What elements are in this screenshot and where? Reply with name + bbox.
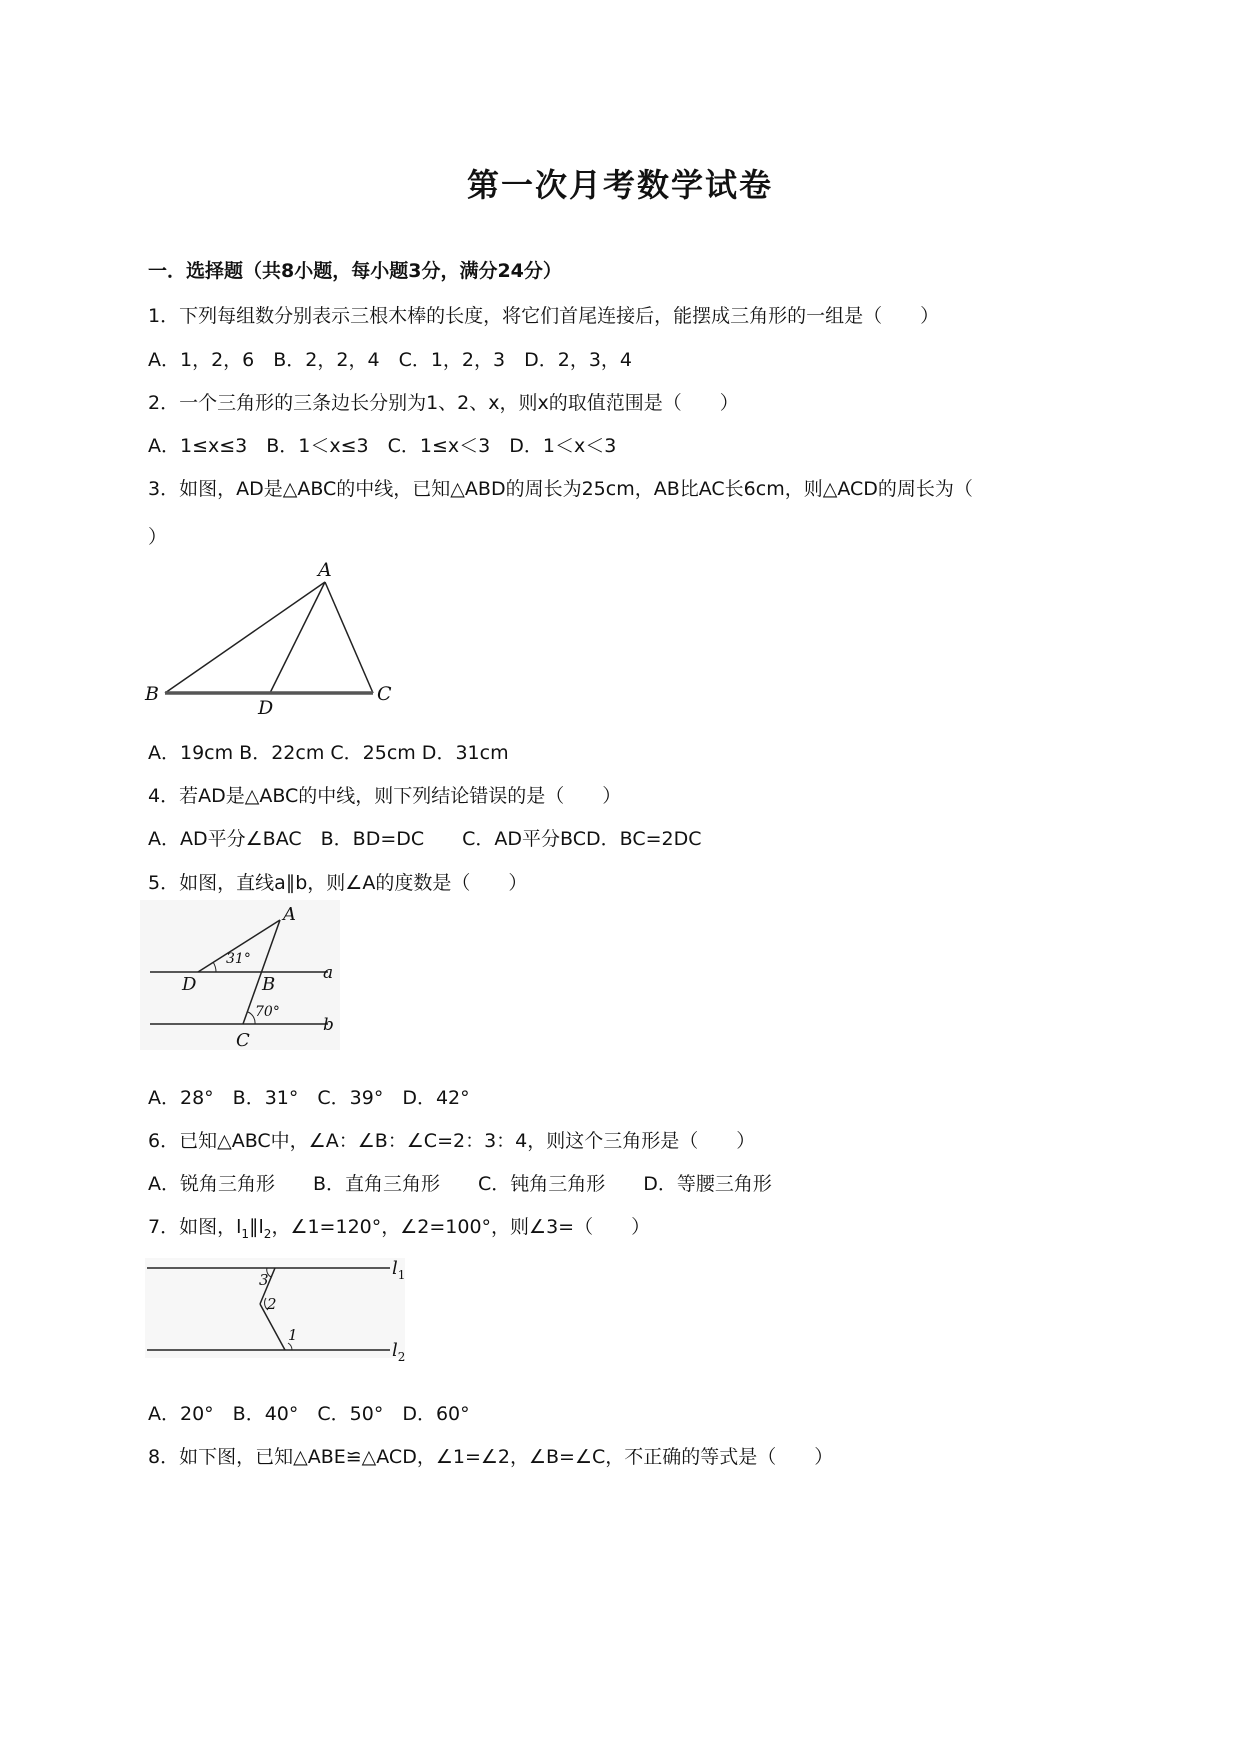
question-3-figure — [140, 560, 400, 720]
question-2-options: A．1≤x≤3 B．1＜x≤3 C．1≤x＜3 D．1＜x＜3 — [148, 435, 617, 457]
question-6-stem: 6．已知△ABC中，∠A：∠B：∠C=2：3：4，则这个三角形是（ ） — [148, 1130, 756, 1152]
question-5-stem: 5．如图，直线a∥b，则∠A的度数是（ ） — [148, 872, 528, 894]
question-1-stem: 1．下列每组数分别表示三根木棒的长度，将它们首尾连接后，能摆成三角形的一组是（ ） — [148, 305, 940, 327]
label-a-point: A — [283, 904, 296, 925]
triangle-side-ba — [165, 582, 325, 693]
question-4-options: A．AD平分∠BAC B．BD=DC C．AD平分BCD．BC=2DC — [148, 828, 702, 850]
label-l2: $l_2$ — [392, 1340, 406, 1364]
question-7-options: A．20° B．40° C．50° D．60° — [148, 1403, 470, 1425]
question-8-stem: 8．如下图，已知△ABE≌△ACD，∠1=∠2，∠B=∠C，不正确的等式是（ ） — [148, 1446, 834, 1468]
median-ad — [270, 582, 325, 693]
angle-31: 31° — [226, 951, 251, 967]
label-angle-3: 3 — [259, 1271, 269, 1289]
triangle-side-ac — [325, 582, 373, 693]
question-2-stem: 2．一个三角形的三条边长分别为1、2、x，则x的取值范围是（ ） — [148, 392, 739, 414]
label-c: C — [377, 683, 392, 705]
question-3-stem-continued: ） — [148, 526, 168, 548]
angle-70: 70° — [255, 1004, 280, 1020]
question-6-options: A．锐角三角形 B．直角三角形 C．钝角三角形 D．等腰三角形 — [148, 1173, 772, 1195]
page-title: 第一次月考数学试卷 — [466, 166, 773, 204]
label-d-point: D — [182, 974, 197, 995]
label-line-b: b — [323, 1015, 334, 1035]
label-b-point: B — [262, 974, 276, 995]
question-1-options: A．1，2，6 B．2，2，4 C．1，2，3 D．2，3，4 — [148, 349, 632, 371]
question-5-figure — [140, 900, 340, 1050]
label-b: B — [145, 683, 159, 705]
question-7-stem: 7．如图，$l_1\parallel l_2$，∠1=120°，∠2=100°，则∠3=（ ） — [148, 1216, 651, 1241]
question-3-options: A．19cm B．22cm C．25cm D．31cm — [148, 742, 509, 764]
label-d: D — [258, 697, 274, 719]
question-7-figure — [140, 1250, 420, 1370]
label-l1: $l_1$ — [392, 1258, 406, 1282]
question-3-stem: 3．如图，AD是△ABC的中线，已知△ABD的周长为25cm，AB比AC长6cm，则△ACD的周长为（ — [148, 478, 973, 500]
label-line-a: a — [323, 963, 334, 983]
label-c-point: C — [236, 1030, 250, 1050]
section-heading: 一．选择题（共8小题，每小题3分，满分24分） — [148, 260, 562, 282]
label-angle-2: 2 — [267, 1295, 277, 1313]
question-4-stem: 4．若AD是△ABC的中线，则下列结论错误的是（ ） — [148, 785, 622, 807]
label-a: A — [318, 560, 332, 581]
label-angle-1: 1 — [288, 1326, 298, 1344]
question-5-options: A．28° B．31° C．39° D．42° — [148, 1087, 470, 1109]
